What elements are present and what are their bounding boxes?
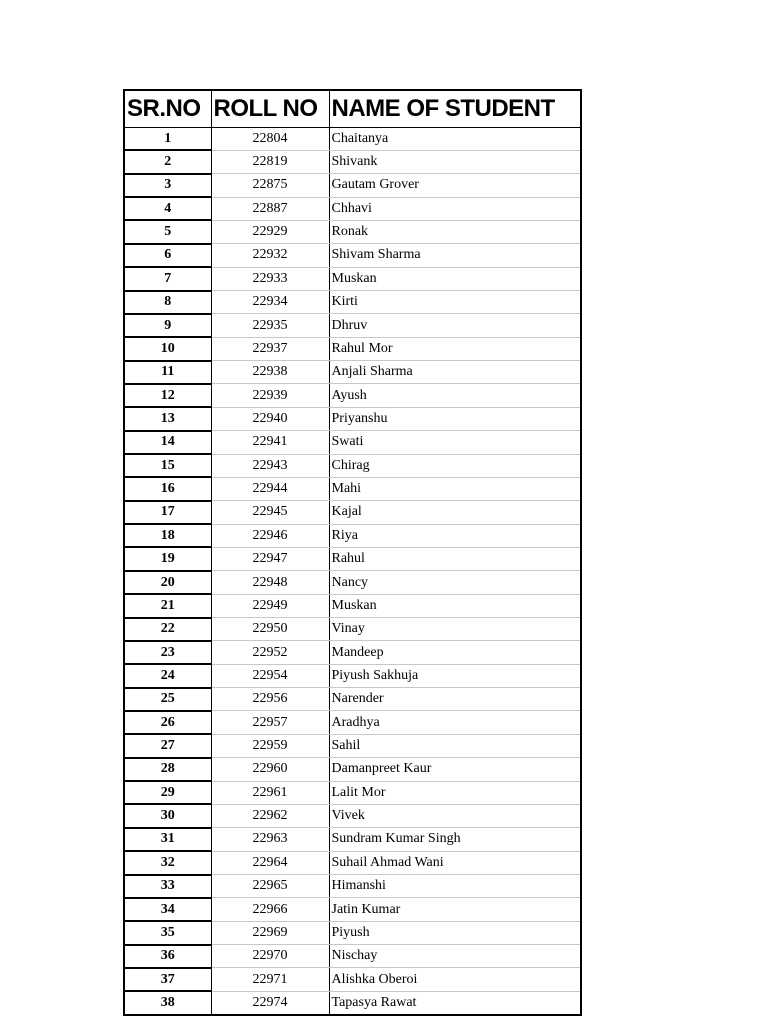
roll-no-cell: 22944 (211, 477, 329, 500)
table-row (124, 688, 581, 711)
student-name-cell: Rahul (329, 547, 581, 570)
roll-no-cell: 22939 (211, 384, 329, 407)
roll-no-cell: 22937 (211, 337, 329, 360)
student-name-cell: Narender (329, 688, 581, 711)
sr-no-cell: 24 (124, 664, 211, 687)
table-row (124, 267, 581, 290)
table-row (124, 664, 581, 687)
student-name-cell: Shivam Sharma (329, 244, 581, 267)
sr-no-cell: 36 (124, 945, 211, 968)
student-name-cell: Chirag (329, 454, 581, 477)
roll-no-cell: 22887 (211, 197, 329, 220)
student-name-cell: Gautam Grover (329, 174, 581, 197)
sr-no-cell: 2 (124, 150, 211, 173)
sr-no-cell: 18 (124, 524, 211, 547)
roll-no-cell: 22947 (211, 547, 329, 570)
student-name-cell: Anjali Sharma (329, 361, 581, 384)
sr-no-cell: 35 (124, 921, 211, 944)
student-name-cell: Jatin Kumar (329, 898, 581, 921)
table-row (124, 337, 581, 360)
table-row (124, 711, 581, 734)
student-name-cell: Tapasya Rawat (331, 994, 417, 1010)
table-row (124, 898, 581, 921)
sr-no-cell: 9 (124, 314, 211, 337)
student-name-cell: Damanpreet Kaur (329, 758, 581, 781)
roll-no-cell: 22945 (211, 501, 329, 524)
sr-no-cell: 1 (124, 128, 211, 151)
sr-no-header: SR.NO (124, 90, 211, 128)
sr-no-cell: 16 (124, 477, 211, 500)
student-name-cell: Aradhya (329, 711, 581, 734)
sr-no-cell: 34 (124, 898, 211, 921)
student-name-cell: Chaitanya (329, 128, 581, 151)
roll-no-cell: 22929 (211, 220, 329, 243)
table-row (124, 314, 581, 337)
table-row (124, 220, 581, 243)
sr-no-cell: 8 (124, 291, 211, 314)
roll-no-cell: 22804 (211, 128, 329, 151)
roll-no-cell: 22933 (211, 267, 329, 290)
table-row (124, 734, 581, 757)
roll-no-cell: 22819 (211, 150, 329, 173)
sr-no-cell: 28 (124, 758, 211, 781)
table-row (124, 524, 581, 547)
sr-no-cell: 19 (124, 547, 211, 570)
student-name-cell: Lalit Mor (329, 781, 581, 804)
roll-no-cell: 22970 (211, 945, 329, 968)
student-name-cell: Mahi (329, 477, 581, 500)
table-row (124, 851, 581, 874)
student-name-cell: Piyush (329, 921, 581, 944)
table-row (124, 454, 581, 477)
sr-no-cell: 10 (124, 337, 211, 360)
sr-no-cell: 5 (124, 220, 211, 243)
sr-no-cell: 6 (124, 244, 211, 267)
sr-no-cell: 21 (124, 594, 211, 617)
roll-no-cell: 22962 (211, 804, 329, 827)
sr-no-cell: 32 (124, 851, 211, 874)
student-name-cell: Riya (329, 524, 581, 547)
sr-no-cell: 33 (124, 875, 211, 898)
student-name-cell: Mandeep (329, 641, 581, 664)
roll-no-cell: 22943 (211, 454, 329, 477)
table-row (124, 501, 581, 524)
sr-no-cell: 3 (124, 174, 211, 197)
sr-no-cell: 26 (124, 711, 211, 734)
student-name-cell: Kirti (329, 291, 581, 314)
student-name-cell: Priyanshu (329, 407, 581, 430)
roll-no-cell: 22940 (211, 407, 329, 430)
table-row (124, 197, 581, 220)
roll-no-cell: 22935 (211, 314, 329, 337)
table-row (124, 804, 581, 827)
table-row (124, 758, 581, 781)
roll-no-cell: 22963 (211, 828, 329, 851)
roll-no-cell: 22964 (211, 851, 329, 874)
table-row (124, 291, 581, 314)
roll-no-cell: 22934 (211, 291, 329, 314)
roll-no-cell: 22974 (211, 991, 329, 1014)
header-row (124, 90, 581, 128)
roll-no-cell: 22875 (211, 174, 329, 197)
table-row (124, 431, 581, 454)
student-name-cell: Ronak (329, 220, 581, 243)
table-body (124, 128, 581, 1015)
student-name-cell: Muskan (329, 594, 581, 617)
table-row (124, 991, 581, 1014)
roll-no-cell: 22956 (211, 688, 329, 711)
table-row (124, 875, 581, 898)
sr-no-cell: 11 (124, 361, 211, 384)
table-row (124, 921, 581, 944)
roll-no-cell: 22969 (211, 921, 329, 944)
sr-no-cell: 22 (124, 618, 211, 641)
roll-no-cell: 22960 (211, 758, 329, 781)
sr-no-cell: 23 (124, 641, 211, 664)
sr-no-cell: 14 (124, 431, 211, 454)
table-row (124, 547, 581, 570)
student-name-cell: Nancy (329, 571, 581, 594)
table-row (124, 945, 581, 968)
student-name-cell: Himanshi (329, 875, 581, 898)
roll-no-cell: 22961 (211, 781, 329, 804)
student-name-cell: Piyush Sakhuja (329, 664, 581, 687)
student-roster-table (123, 89, 582, 1016)
roll-no-cell: 22952 (211, 641, 329, 664)
student-name-cell: Kajal (329, 501, 581, 524)
roll-no-cell: 22971 (211, 968, 329, 991)
table-row (124, 361, 581, 384)
roll-no-header: ROLL NO (211, 90, 329, 128)
table-row (124, 968, 581, 991)
sr-no-cell: 4 (124, 197, 211, 220)
roll-no-cell: 22949 (211, 594, 329, 617)
student-name-cell: Swati (329, 431, 581, 454)
roll-no-cell: 22948 (211, 571, 329, 594)
table-row (124, 174, 581, 197)
roll-no-cell: 22946 (211, 524, 329, 547)
table-row (124, 594, 581, 617)
sr-no-cell: 17 (124, 501, 211, 524)
roll-no-cell: 22932 (211, 244, 329, 267)
table-row (124, 150, 581, 173)
student-name-header: NAME OF STUDENT (329, 90, 581, 128)
sr-no-cell: 12 (124, 384, 211, 407)
roll-no-cell: 22965 (211, 875, 329, 898)
student-name-cell: Dhruv (329, 314, 581, 337)
student-name-cell: Muskan (329, 267, 581, 290)
student-name-cell: Sundram Kumar Singh (329, 828, 581, 851)
sr-no-cell: 27 (124, 734, 211, 757)
sr-no-cell: 31 (124, 828, 211, 851)
sr-no-cell: 20 (124, 571, 211, 594)
table-row (124, 571, 581, 594)
sr-no-cell: 38 (124, 991, 211, 1014)
table-row (124, 244, 581, 267)
sr-no-cell: 13 (124, 407, 211, 430)
roll-no-cell: 22959 (211, 734, 329, 757)
sr-no-cell: 25 (124, 688, 211, 711)
table-row (124, 407, 581, 430)
student-name-cell: Chhavi (329, 197, 581, 220)
roll-no-cell: 22966 (211, 898, 329, 921)
table-header (124, 90, 581, 128)
sr-no-cell: 7 (124, 267, 211, 290)
roll-no-cell: 22957 (211, 711, 329, 734)
table-row (124, 128, 581, 151)
roll-no-cell: 22954 (211, 664, 329, 687)
student-name-cell: Rahul Mor (329, 337, 581, 360)
student-name-cell: Sahil (329, 734, 581, 757)
student-name-cell: Vinay (329, 618, 581, 641)
sr-no-cell: 29 (124, 781, 211, 804)
student-name-cell: Nischay (329, 945, 581, 968)
student-name-cell: Ayush (329, 384, 581, 407)
table-row (124, 781, 581, 804)
table-row (124, 641, 581, 664)
sr-no-cell: 30 (124, 804, 211, 827)
sr-no-cell: 37 (124, 968, 211, 991)
table-row (124, 477, 581, 500)
student-name-cell: Shivank (329, 150, 581, 173)
roll-no-cell: 22941 (211, 431, 329, 454)
roll-no-cell: 22938 (211, 361, 329, 384)
sr-no-cell: 15 (124, 454, 211, 477)
student-name-cell: Suhail Ahmad Wani (329, 851, 581, 874)
student-name-cell: Alishka Oberoi (329, 968, 581, 991)
table-row (124, 828, 581, 851)
roll-no-cell: 22950 (211, 618, 329, 641)
table-row (124, 384, 581, 407)
student-name-cell: Vivek (329, 804, 581, 827)
table-row (124, 618, 581, 641)
